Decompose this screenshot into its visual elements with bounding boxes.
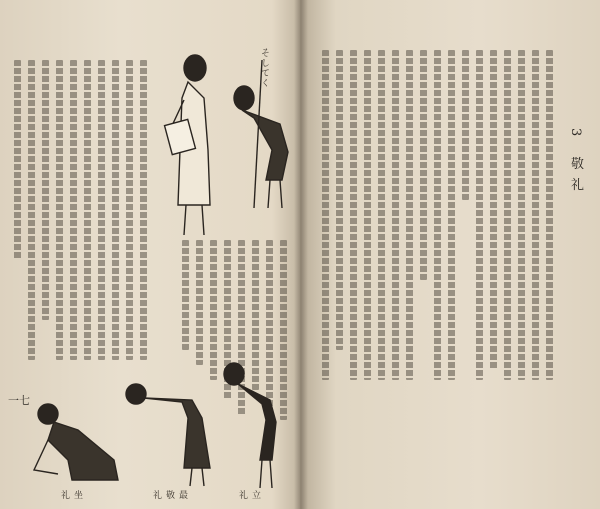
section-heading: 3 敬礼 bbox=[568, 128, 583, 199]
figure-label-standing: 立礼 bbox=[237, 490, 260, 500]
deep-bow-illustration bbox=[122, 378, 222, 488]
page-number: 一七 bbox=[8, 394, 30, 407]
student-bowing-illustration bbox=[222, 80, 302, 210]
figure-label-deep: 最敬礼 bbox=[151, 490, 187, 500]
figure-label-top: そしてく bbox=[259, 48, 269, 88]
seated-bow-illustration bbox=[28, 400, 128, 490]
standing-salute-illustration bbox=[210, 360, 290, 490]
figure-label-seated: 坐礼 bbox=[59, 490, 82, 500]
